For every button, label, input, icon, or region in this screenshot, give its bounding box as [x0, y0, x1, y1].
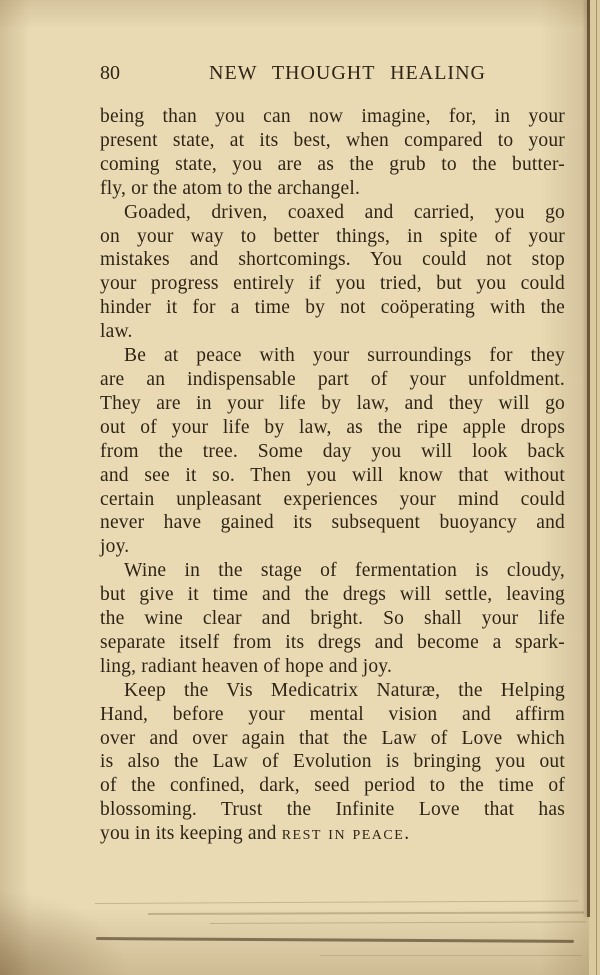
- text-line: the wine clear and bright. So shall your life: [100, 608, 565, 630]
- paragraph: [100, 344, 565, 559]
- text-line: but give it time and the dregs will settle, leaving: [100, 584, 565, 606]
- text-line: separate itself from its dregs and become a spark-: [100, 631, 565, 653]
- text-line: from the tree. Some day you will look back: [100, 440, 565, 462]
- page-number: 80: [100, 62, 120, 84]
- text-line: out of your life by law, as the ripe apple drops: [100, 416, 565, 438]
- paragraph: [100, 559, 565, 679]
- text-line: are an indispensable part of your unfoldment.: [100, 368, 565, 390]
- page-edge-strip: [589, 0, 600, 975]
- text-line: you in its keeping and rest in peace.: [100, 823, 411, 845]
- text-line: is also the Law of Evolution is bringing you out: [100, 751, 565, 773]
- page-title: NEW THOUGHT HEALING: [209, 62, 486, 84]
- page-curl-line: [320, 955, 582, 956]
- text-line: mistakes and shortcomings. You could not stop: [100, 249, 565, 271]
- page-curl-line: [210, 921, 586, 924]
- text-line: certain unpleasant experiences your mind could: [100, 488, 565, 510]
- text-line: your progress entirely if you tried, but you could: [100, 273, 565, 295]
- page-edge-right: [587, 0, 590, 917]
- text-line: Keep the Vis Medicatrix Naturæ, the Helping: [124, 679, 565, 701]
- paragraph: [100, 105, 565, 201]
- text-line: of the confined, dark, seed period to the time of: [100, 775, 565, 797]
- text-line: Hand, before your mental vision and affirm: [100, 703, 565, 725]
- text-line: over and over again that the Law of Love which: [100, 727, 565, 749]
- text-line: blossoming. Trust the Infinite Love that has: [100, 799, 565, 821]
- text-line: law.: [100, 321, 133, 343]
- page-curl-line: [95, 900, 578, 904]
- page-curl-line: [148, 911, 584, 915]
- page-curl-line: [96, 937, 574, 943]
- text-line: Wine in the stage of fermentation is cloudy,: [124, 560, 565, 582]
- text-line: Goaded, driven, coaxed and carried, you go: [124, 201, 565, 223]
- text-line: and see it so. Then you will know that without: [100, 464, 565, 486]
- text-line: never have gained its subsequent buoyancy and: [100, 512, 565, 534]
- text-line: on your way to better things, in spite of your: [100, 225, 565, 247]
- text-line: hinder it for a time by not coöperating with the: [100, 297, 565, 319]
- page-corner-shadow: [0, 890, 130, 975]
- paragraph: [100, 201, 565, 344]
- text-line: coming state, you are as the grub to the butter-: [100, 153, 565, 175]
- text-line: They are in your life by law, and they will go: [100, 392, 565, 414]
- paragraph: [100, 679, 565, 846]
- text-line: being than you can now imagine, for, in your: [100, 106, 565, 127]
- text-line: ling, radiant heaven of hope and joy.: [100, 655, 393, 677]
- text-block: [100, 105, 565, 846]
- text-line: Be at peace with your surroundings for they: [124, 345, 565, 367]
- text-line: fly, or the atom to the archangel.: [100, 177, 361, 199]
- text-line: joy.: [100, 536, 130, 558]
- text-line: present state, at its best, when compared to your: [100, 129, 565, 151]
- small-caps-text: rest in peace.: [281, 823, 411, 845]
- page-header: [100, 62, 565, 88]
